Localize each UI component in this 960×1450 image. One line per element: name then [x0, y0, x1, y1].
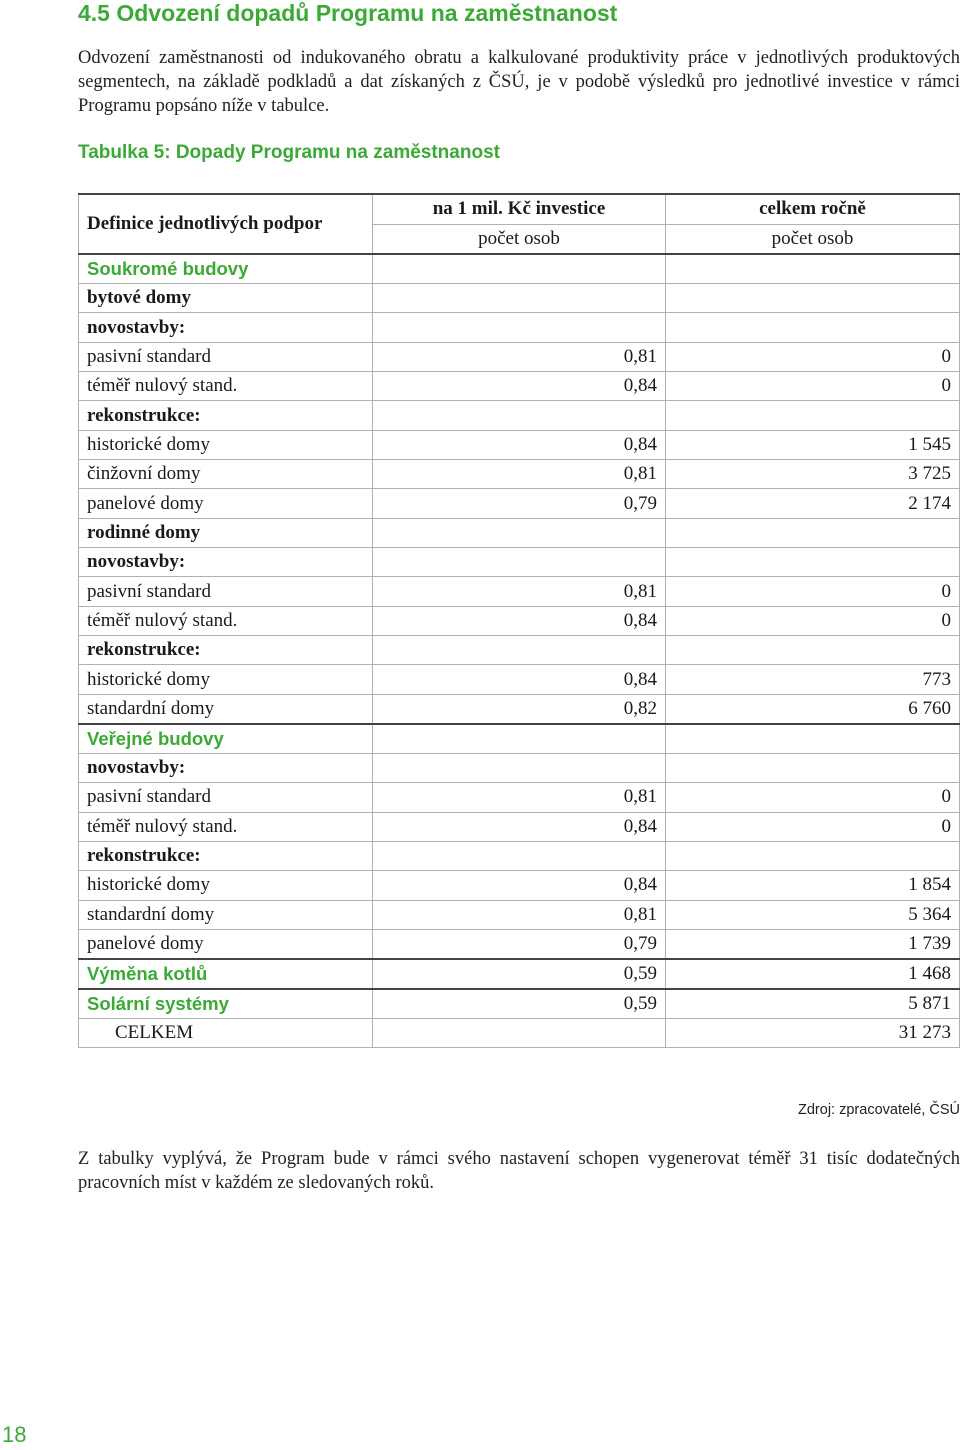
row-per-million: 0,81	[373, 900, 666, 929]
table-row	[79, 812, 960, 841]
row-annual-total: 0	[666, 812, 960, 841]
employment-impact-table	[78, 193, 960, 1048]
table-row	[79, 548, 960, 577]
row-per-million: 0,59	[373, 959, 666, 989]
table-row	[79, 636, 960, 665]
row-annual-total: 1 739	[666, 929, 960, 959]
table-header-row	[79, 194, 960, 224]
table-row	[79, 577, 960, 606]
row-label: historické domy	[79, 871, 373, 900]
table-row	[79, 959, 960, 989]
row-annual-total: 1 545	[666, 430, 960, 459]
row-label: rekonstrukce:	[79, 841, 373, 870]
row-per-million: 0,84	[373, 606, 666, 635]
row-per-million	[373, 841, 666, 870]
row-label: standardní domy	[79, 694, 373, 724]
row-per-million: 0,79	[373, 489, 666, 518]
row-per-million	[373, 1018, 666, 1047]
row-label: rekonstrukce:	[79, 636, 373, 665]
row-label: rodinné domy	[79, 518, 373, 547]
table-row	[79, 753, 960, 782]
row-per-million: 0,84	[373, 871, 666, 900]
row-label: bytové domy	[79, 284, 373, 313]
conclusion-paragraph: Z tabulky vyplývá, že Program bude v rámci svého nastavení schopen vygenerovat téměř 31 tisíc dodatečných pracovních míst v každém ze sledovaných roků.	[78, 1149, 960, 1193]
row-per-million: 0,84	[373, 665, 666, 694]
table-row	[79, 606, 960, 635]
row-annual-total: 31 273	[666, 1018, 960, 1047]
row-per-million	[373, 753, 666, 782]
row-annual-total: 773	[666, 665, 960, 694]
table-caption: Tabulka 5: Dopady Programu na zaměstnanost	[78, 142, 500, 163]
table-row	[79, 783, 960, 812]
row-annual-total: 2 174	[666, 489, 960, 518]
row-label: CELKEM	[79, 1018, 373, 1047]
row-per-million: 0,81	[373, 783, 666, 812]
table-row	[79, 929, 960, 959]
table-row	[79, 372, 960, 401]
row-annual-total	[666, 548, 960, 577]
row-label: pasivní standard	[79, 342, 373, 371]
table-row	[79, 460, 960, 489]
row-per-million: 0,81	[373, 577, 666, 606]
row-per-million	[373, 313, 666, 342]
row-per-million: 0,59	[373, 989, 666, 1019]
row-label: Veřejné budovy	[79, 724, 373, 754]
row-annual-total: 0	[666, 783, 960, 812]
row-annual-total	[666, 401, 960, 430]
table-row	[79, 724, 960, 754]
row-per-million	[373, 636, 666, 665]
row-label: činžovní domy	[79, 460, 373, 489]
header-unit-per-million: počet osob	[373, 224, 666, 254]
row-label: Soukromé budovy	[79, 254, 373, 284]
row-per-million	[373, 548, 666, 577]
row-per-million	[373, 254, 666, 284]
row-per-million	[373, 724, 666, 754]
row-annual-total: 0	[666, 342, 960, 371]
table-row	[79, 871, 960, 900]
row-per-million: 0,84	[373, 812, 666, 841]
source-note: Zdroj: zpracovatelé, ČSÚ	[798, 1102, 960, 1118]
table-row	[79, 254, 960, 284]
row-annual-total: 1 468	[666, 959, 960, 989]
row-label: novostavby:	[79, 313, 373, 342]
table-row	[79, 430, 960, 459]
row-annual-total: 5 364	[666, 900, 960, 929]
row-annual-total	[666, 724, 960, 754]
row-label: pasivní standard	[79, 577, 373, 606]
table-row	[79, 489, 960, 518]
row-annual-total	[666, 284, 960, 313]
table-row	[79, 401, 960, 430]
total-row	[79, 1018, 960, 1047]
row-label: Solární systémy	[79, 989, 373, 1019]
row-per-million: 0,82	[373, 694, 666, 724]
row-label: historické domy	[79, 665, 373, 694]
row-label: rekonstrukce:	[79, 401, 373, 430]
row-annual-total: 5 871	[666, 989, 960, 1019]
row-per-million: 0,81	[373, 342, 666, 371]
row-annual-total	[666, 753, 960, 782]
row-annual-total: 6 760	[666, 694, 960, 724]
table-row	[79, 342, 960, 371]
table-row	[79, 989, 960, 1019]
row-per-million	[373, 518, 666, 547]
section-heading: 4.5 Odvození dopadů Programu na zaměstnanost	[78, 0, 618, 26]
row-annual-total: 0	[666, 606, 960, 635]
table-row	[79, 900, 960, 929]
header-definition: Definice jednotlivých podpor	[79, 194, 373, 254]
page-number: 18	[2, 1422, 27, 1447]
row-annual-total	[666, 636, 960, 665]
row-label: Výměna kotlů	[79, 959, 373, 989]
table-row	[79, 518, 960, 547]
row-label: téměř nulový stand.	[79, 372, 373, 401]
row-per-million: 0,84	[373, 430, 666, 459]
row-annual-total: 1 854	[666, 871, 960, 900]
header-unit-annual-total: počet osob	[666, 224, 960, 254]
intro-paragraph: Odvození zaměstnanosti od indukovaného obratu a kalkulované produktivity práce v jednotlivých produktových segmentech, na základě podkladů a dat získaných z ČSÚ, je v podobě výsledků pro jednotlivé investice v rámci Programu popsáno níže v tabulce.	[78, 48, 960, 116]
header-annual-total: celkem ročně	[666, 194, 960, 224]
row-label: pasivní standard	[79, 783, 373, 812]
table-row	[79, 841, 960, 870]
row-annual-total	[666, 518, 960, 547]
row-label: novostavby:	[79, 548, 373, 577]
row-annual-total: 0	[666, 577, 960, 606]
table-row	[79, 284, 960, 313]
row-label: panelové domy	[79, 489, 373, 518]
row-label: panelové domy	[79, 929, 373, 959]
row-per-million	[373, 401, 666, 430]
row-per-million: 0,84	[373, 372, 666, 401]
row-per-million	[373, 284, 666, 313]
row-annual-total	[666, 254, 960, 284]
row-annual-total	[666, 313, 960, 342]
row-annual-total: 0	[666, 372, 960, 401]
table-row	[79, 694, 960, 724]
row-label: standardní domy	[79, 900, 373, 929]
table-row	[79, 313, 960, 342]
row-annual-total: 3 725	[666, 460, 960, 489]
table-row	[79, 665, 960, 694]
row-per-million: 0,79	[373, 929, 666, 959]
row-label: novostavby:	[79, 753, 373, 782]
row-label: téměř nulový stand.	[79, 606, 373, 635]
row-per-million: 0,81	[373, 460, 666, 489]
row-label: historické domy	[79, 430, 373, 459]
header-per-million: na 1 mil. Kč investice	[373, 194, 666, 224]
row-label: téměř nulový stand.	[79, 812, 373, 841]
row-annual-total	[666, 841, 960, 870]
